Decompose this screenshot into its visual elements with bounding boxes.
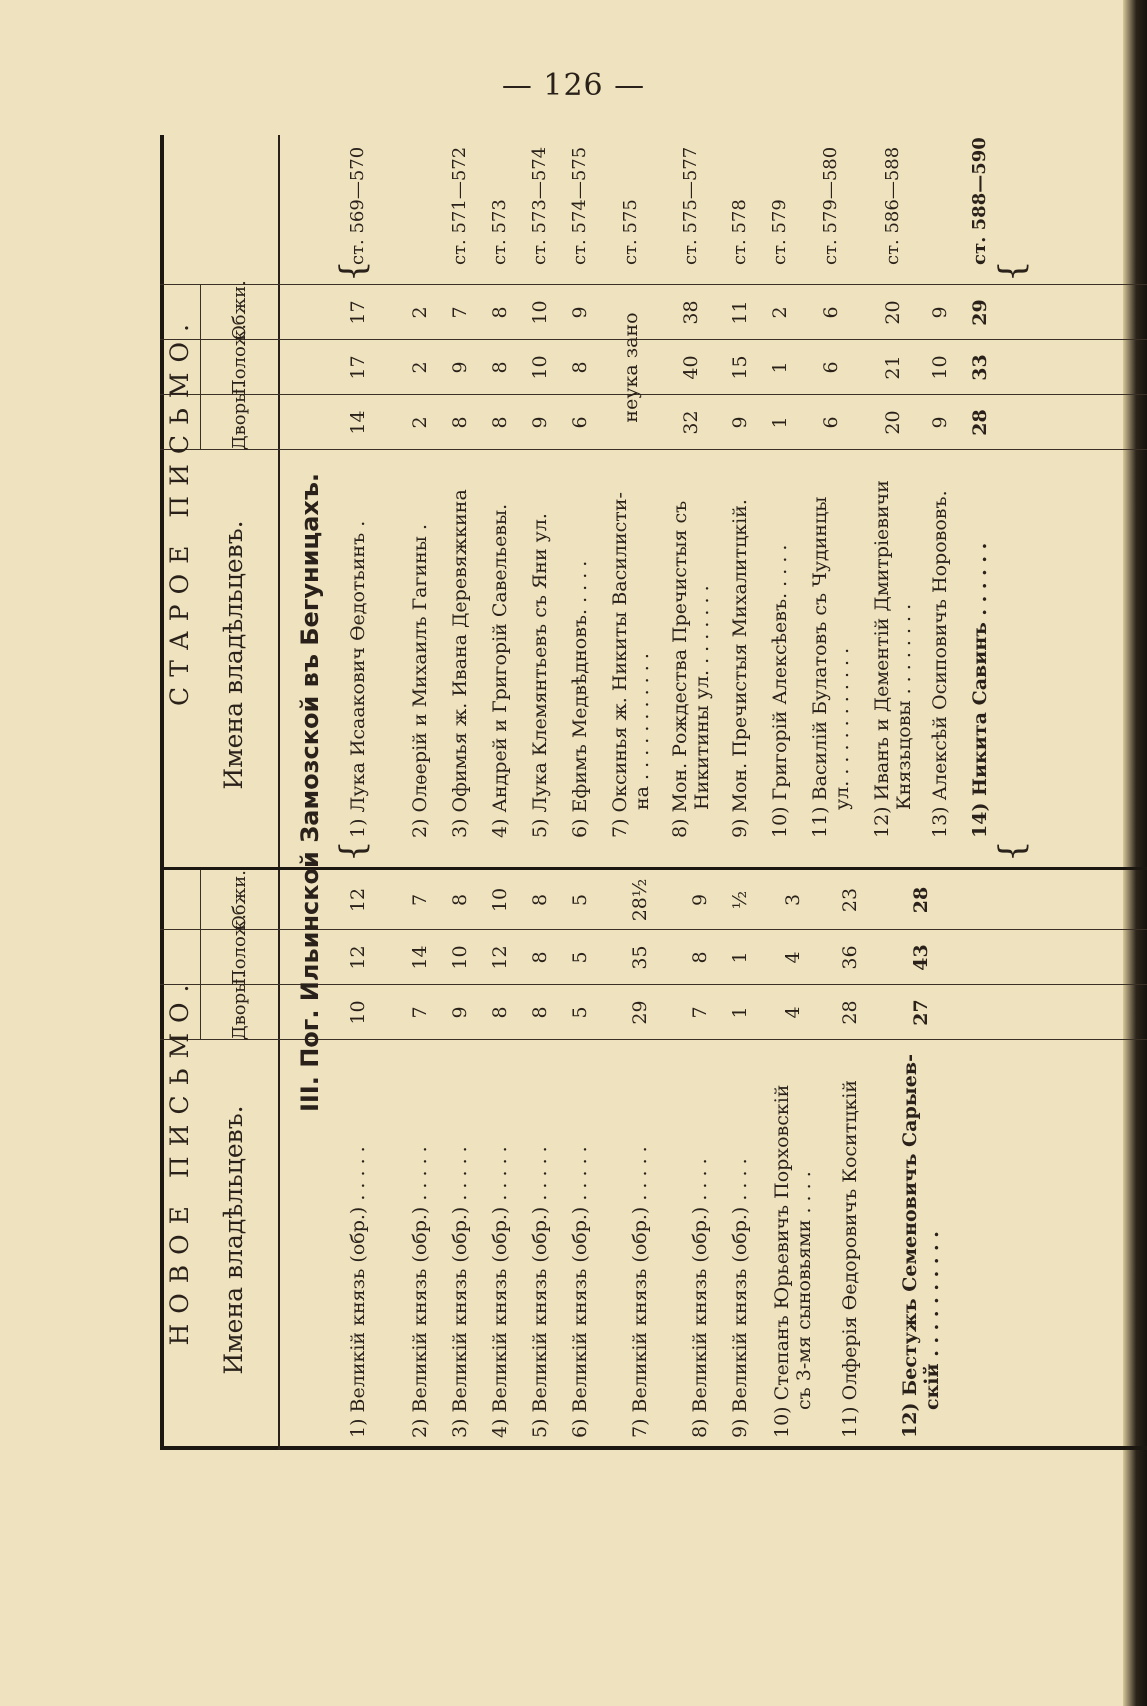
old-row-polozh: 8 [569,361,591,374]
old-row-polozh: 8 [489,361,511,374]
new-row-polozh: 14 [409,945,431,970]
new-row-dvory: 9 [449,1006,471,1019]
new-row-polozh: 12 [347,945,369,970]
header-dvory-old: Дворы. [229,382,250,450]
old-row-name: 2) Олѳерій и Михаилъ Гагины . [409,524,431,838]
new-row-name: 11) Олферія Өедоровичъ Коситцкій [839,1079,861,1438]
old-row-reference: ст. 575—577 [680,146,701,265]
old-row-obzh: 17 [347,300,369,325]
new-row-name: 9) Великій князь (обр.) . . . . [729,1158,751,1438]
old-row-dvory: 8 [489,416,511,429]
old-row-dvory: 28 [969,409,991,436]
new-row-dvory: 10 [347,1000,369,1025]
rotated-table [160,135,1147,1450]
new-row-obzh: 12 [347,887,369,913]
new-row-obzh: 23 [839,887,861,913]
old-row-name: 13) Алексѣй Осиповичъ Норововъ. [929,490,951,838]
new-row-name: 2) Великій князь (обр.) . . . . . [409,1146,431,1438]
new-row-name: 4) Великій князь (обр.) . . . . . [489,1146,511,1438]
old-row-polozh: 17 [347,355,369,380]
old-row-obzh: 11 [729,300,751,325]
new-row-obzh: 28 [910,886,932,914]
new-row-name: 7) Великій князь (обр.) . . . . . [629,1146,651,1438]
old-row-name: 12) Иванъ и Дементій Дмитріевичи [871,480,893,838]
old-row-name-cont: Князьцовы . . . . . . . . [893,603,915,810]
old-row-reference: ст. 573 [489,199,510,265]
old-row-dvory: 14 [347,410,369,435]
new-row-obzh: 9 [689,893,711,907]
header-obzh-old: Обжи. [229,280,250,340]
brace-group: { [333,260,373,282]
old-row-dvory: 6 [569,416,591,429]
new-row-name: 10) Степанъ Юрьевичъ Порховскій [771,1084,793,1438]
old-row-reference: ст. 579 [769,199,790,265]
old-row-dvory: 1 [769,416,791,429]
old-row-name: 8) Мон. Рождества Пречистыя съ [669,500,691,838]
new-row-name: 5) Великій князь (обр.) . . . . . [529,1146,551,1438]
old-row-name-cont: на . . . . . . . . . . . [631,653,653,810]
new-row-polozh: 8 [689,951,711,964]
old-row-name-cont: Никитины ул. . . . . . . . [691,585,713,810]
old-row-dvory: 8 [449,416,471,429]
old-row-obzh: 9 [569,306,591,319]
new-row-dvory: 7 [409,1006,431,1019]
old-row-name-cont: ул. . . . . . . . . . . . [831,647,853,810]
old-row-polozh: 6 [820,361,842,374]
old-row-name: 10) Григорій Алексѣевъ. . . . . [769,544,791,838]
old-row-obzh: 2 [409,306,431,319]
new-row-obzh: 7 [409,893,431,907]
new-row-dvory: 8 [489,1006,511,1019]
table-top-border [160,135,164,1450]
old-row-name: 1) Лука Исаакович Өедотьинъ . [347,520,369,838]
header-polozh-new: Пoлoж. [229,913,250,985]
new-row-obzh: 8 [449,893,471,907]
old-row-obzh: 8 [489,306,511,319]
new-row-dvory: 29 [629,1000,651,1025]
new-row-dvory: 5 [569,1006,591,1019]
header-obzh-new: Обжи. [229,870,250,930]
old-row-polozh: 33 [969,354,991,381]
old-row-obzh: 2 [769,306,791,319]
old-row-polozh: 40 [680,355,702,380]
new-row-name: 1) Великій князь (обр.) . . . . . [347,1146,369,1438]
old-row-reference: ст. 588—590 [969,137,990,265]
old-row-obzh: 9 [929,306,951,319]
header-sub-line [200,285,201,450]
header-owners-new: Имена владѣльцевъ. [219,1105,248,1375]
new-row-polozh: 36 [839,945,861,970]
old-row-obzh: 7 [449,306,471,319]
new-row-obzh: 8 [529,893,551,907]
new-row-dvory: 4 [782,1006,804,1019]
old-row-polozh: 10 [929,355,951,380]
old-row-obzh: 20 [882,300,904,325]
old-row-name: 6) Ефимъ Медвѣдновъ. . . . . [569,560,591,838]
new-row-name: 8) Великій князь (обр.) . . . . [689,1158,711,1438]
header-old-letter: СТАРОЕ ПИСЬМО. [165,314,194,706]
new-row-obzh: 10 [489,887,511,913]
old-row-dvory: 2 [409,416,431,429]
old-row-name: 5) Лука Клемянтьевъ съ Яни ул. [529,513,551,838]
brace-group: { [992,260,1032,282]
new-row-obzh: ½ [729,890,751,910]
old-row-polozh: 1 [769,361,791,374]
header-dvory-new: Дворы. [229,972,250,1040]
old-row-reference: ст. 571—572 [449,146,470,265]
old-row-dvory: 32 [680,410,702,435]
new-row-polozh: 4 [782,951,804,964]
old-row-dvory: 9 [929,416,951,429]
new-row-polozh: 5 [569,951,591,964]
new-row-name-cont: скій . . . . . . . . . . [921,1231,943,1410]
old-row-dvory: 20 [882,410,904,435]
new-row-polozh: 35 [629,945,651,970]
section-title: III. Пог. Ильинской Замозской въ Бегуницахъ. [296,472,324,1113]
new-row-name: 6) Великій князь (обр.) . . . . . [569,1146,591,1438]
old-row-dvory: 6 [820,416,842,429]
old-row-polozh: 9 [449,361,471,374]
old-row-dvory: 9 [729,416,751,429]
old-row-reference: ст. 575 [620,199,641,265]
new-row-polozh: 43 [910,944,932,971]
old-row-name: 14) Никита Савинъ . . . . . . [969,542,991,838]
new-row-name: 3) Великій князь (обр.) . . . . . [449,1146,471,1438]
old-row-polozh: 21 [882,355,904,380]
old-row-reference: ст. 573—574 [529,146,550,265]
new-row-polozh: 1 [729,951,751,964]
new-row-obzh: 3 [782,893,804,907]
new-row-name: 12) Бестужъ Семеновичъ Сарыев- [899,1054,921,1438]
old-row-name: 9) Мон. Пречистыя Михалитцкій. [729,499,751,838]
old-row-reference: ст. 579—580 [820,146,841,265]
old-row-obzh: 10 [529,300,551,325]
brace-group: { [992,840,1032,862]
new-row-name-cont: съ 3-мя сыновьями . . . . [793,1171,815,1410]
header-bottom-line [278,135,280,1450]
new-row-polozh: 12 [489,945,511,970]
new-row-obzh: 28½ [629,878,651,922]
old-row-note: неука зано [620,312,642,423]
header-owners-old: Имена владѣльцевъ. [219,520,248,790]
new-row-obzh: 5 [569,893,591,907]
old-row-name: 11) Василій Булатовъ съ Чудинцы [809,496,831,838]
old-row-name: 3) Офимья ж. Ивана Деревяжкина [449,489,471,838]
old-row-dvory: 9 [529,416,551,429]
old-row-polozh: 2 [409,361,431,374]
new-row-dvory: 1 [729,1006,751,1019]
old-row-polozh: 15 [729,355,751,380]
old-row-obzh: 38 [680,300,702,325]
old-row-reference: ст. 578 [729,199,750,265]
old-row-obzh: 29 [969,299,991,326]
old-row-reference: ст. 569—570 [347,146,368,265]
new-row-polozh: 8 [529,951,551,964]
new-row-polozh: 10 [449,945,471,970]
old-row-reference: ст. 586—588 [882,146,903,265]
new-row-dvory: 28 [839,1000,861,1025]
old-row-obzh: 6 [820,306,842,319]
old-row-name: 7) Оксинья ж. Никиты Василисти- [609,492,631,838]
old-row-name: 4) Андрей и Григорій Савельевы. [489,503,511,838]
old-row-reference: ст. 574—575 [569,146,590,265]
header-sub-line [200,870,201,1040]
new-row-dvory: 8 [529,1006,551,1019]
old-row-polozh: 10 [529,355,551,380]
page-number: — 126 — [501,68,646,103]
header-new-letter: НОВОЕ ПИСЬМО. [165,974,194,1346]
new-row-dvory: 7 [689,1006,711,1019]
header-polozh-old: Пoлoж. [229,323,250,395]
new-row-dvory: 27 [910,999,932,1026]
brace-group: { [333,840,373,862]
